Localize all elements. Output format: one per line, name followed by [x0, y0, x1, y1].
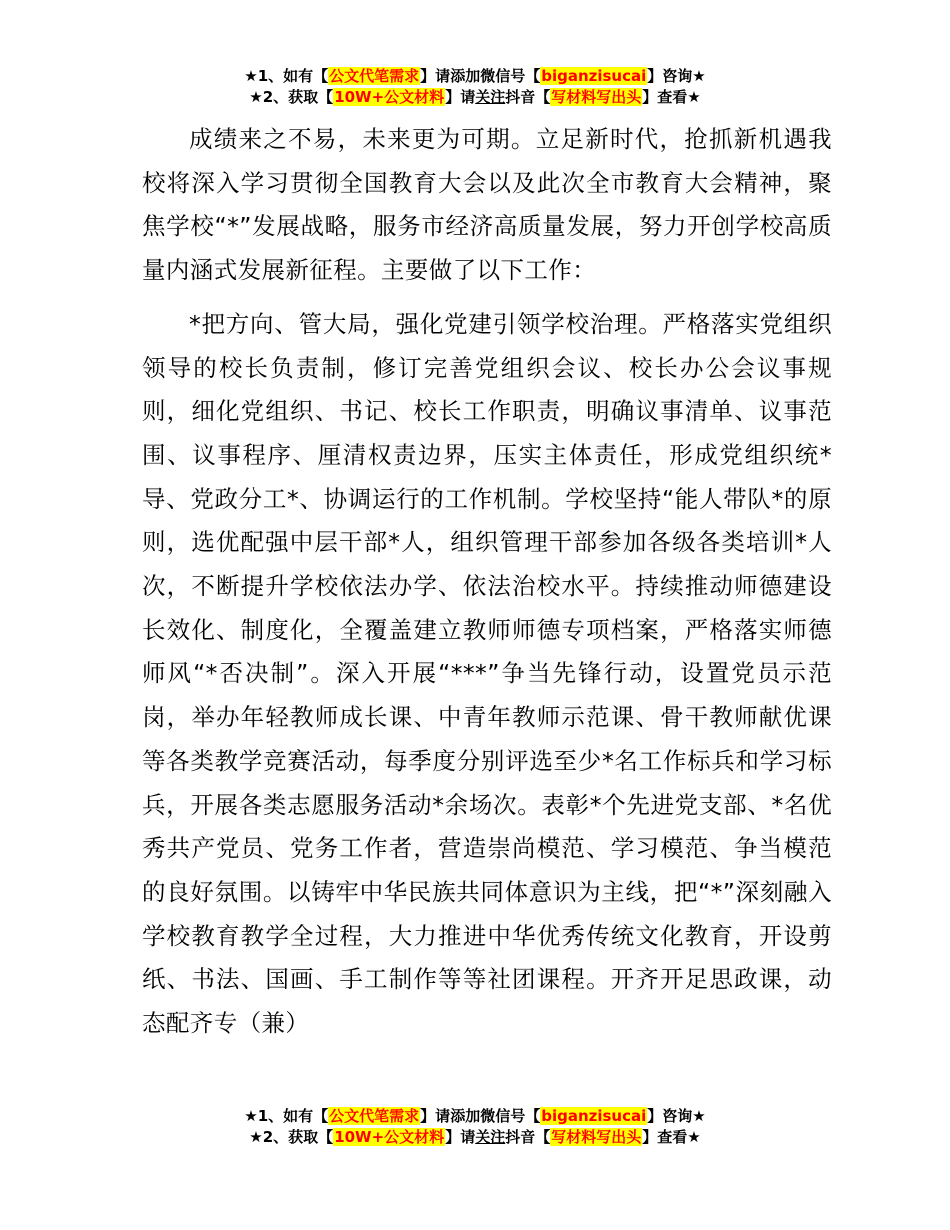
footer-line1-emphasis: 添加 — [450, 1107, 481, 1125]
footer-promo-line-1 — [0, 1106, 950, 1127]
header-line1-middle: 】请 — [420, 67, 451, 85]
header-line2-suffix: 】查看★ — [642, 88, 701, 106]
header-line2-emphasis: 关注 — [475, 88, 506, 106]
footer-line1-middle-2: 微信号【 — [480, 1107, 541, 1125]
header-line2-middle: 】请 — [445, 88, 476, 106]
footer-line1-highlight-service: 公文代笔需求 — [329, 1107, 420, 1125]
footer-line2-middle-2: 抖音【 — [505, 1128, 551, 1146]
header-line1-highlight-wechat-id: biganzisucai — [541, 67, 647, 85]
footer-line1-highlight-wechat-id: biganzisucai — [541, 1107, 647, 1125]
header-line2-highlight-douyin: 写材料写出头 — [551, 88, 642, 106]
header-line1-highlight-service: 公文代笔需求 — [329, 67, 420, 85]
footer-promo-banner — [0, 1106, 950, 1148]
paragraph-party-building: *把方向、管大局，强化党建引领学校治理。严格落实党组织领导的校长负责制，修订完善党组织会议、校长办公会议事规则，细化党组织、书记、校长工作职责，明确议事清单、议事范围、议事程序、厘清权责边界，压实主体责任，形成党组织统*导、党政分工*、协调运行的工作机制。学校坚持“能人带队*的原则，选优配强中层干部*人，组织管理干部参加各级各类培训*人次，不断提升学校依法办学、依法治校水平。持续推动师德建设长效化、制度化，全覆盖建立教师师德专项档案，严格落实师德师风“*否决制”。深入开展“***”争当先锋行动，设置党员示范岗，举办年轻教师成长课、中青年教师示范课、骨干教师献优课等各类教学竞赛活动，每季度分别评选至少*名工作标兵和学习标兵，开展各类志愿服务活动*余场次。表彰*个先进党支部、*名优秀共产党员、党务工作者，营造崇尚模范、学习模范、争当模范的良好氛围。以铸牢中华民族共同体意识为主线，把“*”深刻融入学校教育教学全过程，大力推进中华优秀传统文化教育，开设剪纸、书法、国画、手工制作等等社团课程。开齐开足思政课，动态配齐专（兼） — [142, 309, 832, 1038]
header-line1-prefix: ★1、如有【 — [244, 67, 329, 85]
footer-line2-prefix: ★2、获取【 — [249, 1128, 334, 1146]
footer-line2-highlight-materials: 10W+公文材料 — [334, 1128, 445, 1146]
footer-line2-emphasis: 关注 — [475, 1128, 506, 1146]
paragraph-intro: 成绩来之不易，未来更为可期。立足新时代，抢抓新机遇我校将深入学习贯彻全国教育大会以及此次全市教育大会精神，聚焦学校“*”发展战略，服务市经济高质量发展，努力开创学校高质量内涵式发展新征程。主要做了以下工作： — [142, 125, 832, 285]
footer-line2-middle: 】请 — [445, 1128, 476, 1146]
header-promo-line-2 — [0, 87, 950, 108]
header-line2-prefix: ★2、获取【 — [249, 88, 334, 106]
footer-line2-highlight-douyin: 写材料写出头 — [551, 1128, 642, 1146]
header-promo-line-1 — [0, 66, 950, 87]
footer-line1-prefix: ★1、如有【 — [244, 1107, 329, 1125]
footer-line1-middle: 】请 — [420, 1107, 451, 1125]
header-line1-suffix: 】咨询★ — [647, 67, 706, 85]
header-line2-highlight-materials: 10W+公文材料 — [334, 88, 445, 106]
footer-line1-suffix: 】咨询★ — [647, 1107, 706, 1125]
header-line1-middle-2: 微信号【 — [480, 67, 541, 85]
header-promo-banner — [0, 66, 950, 108]
footer-line2-suffix: 】查看★ — [642, 1128, 701, 1146]
footer-promo-line-2 — [0, 1127, 950, 1148]
header-line1-emphasis: 添加 — [450, 67, 481, 85]
document-body — [142, 118, 832, 1046]
header-line2-middle-2: 抖音【 — [505, 88, 551, 106]
